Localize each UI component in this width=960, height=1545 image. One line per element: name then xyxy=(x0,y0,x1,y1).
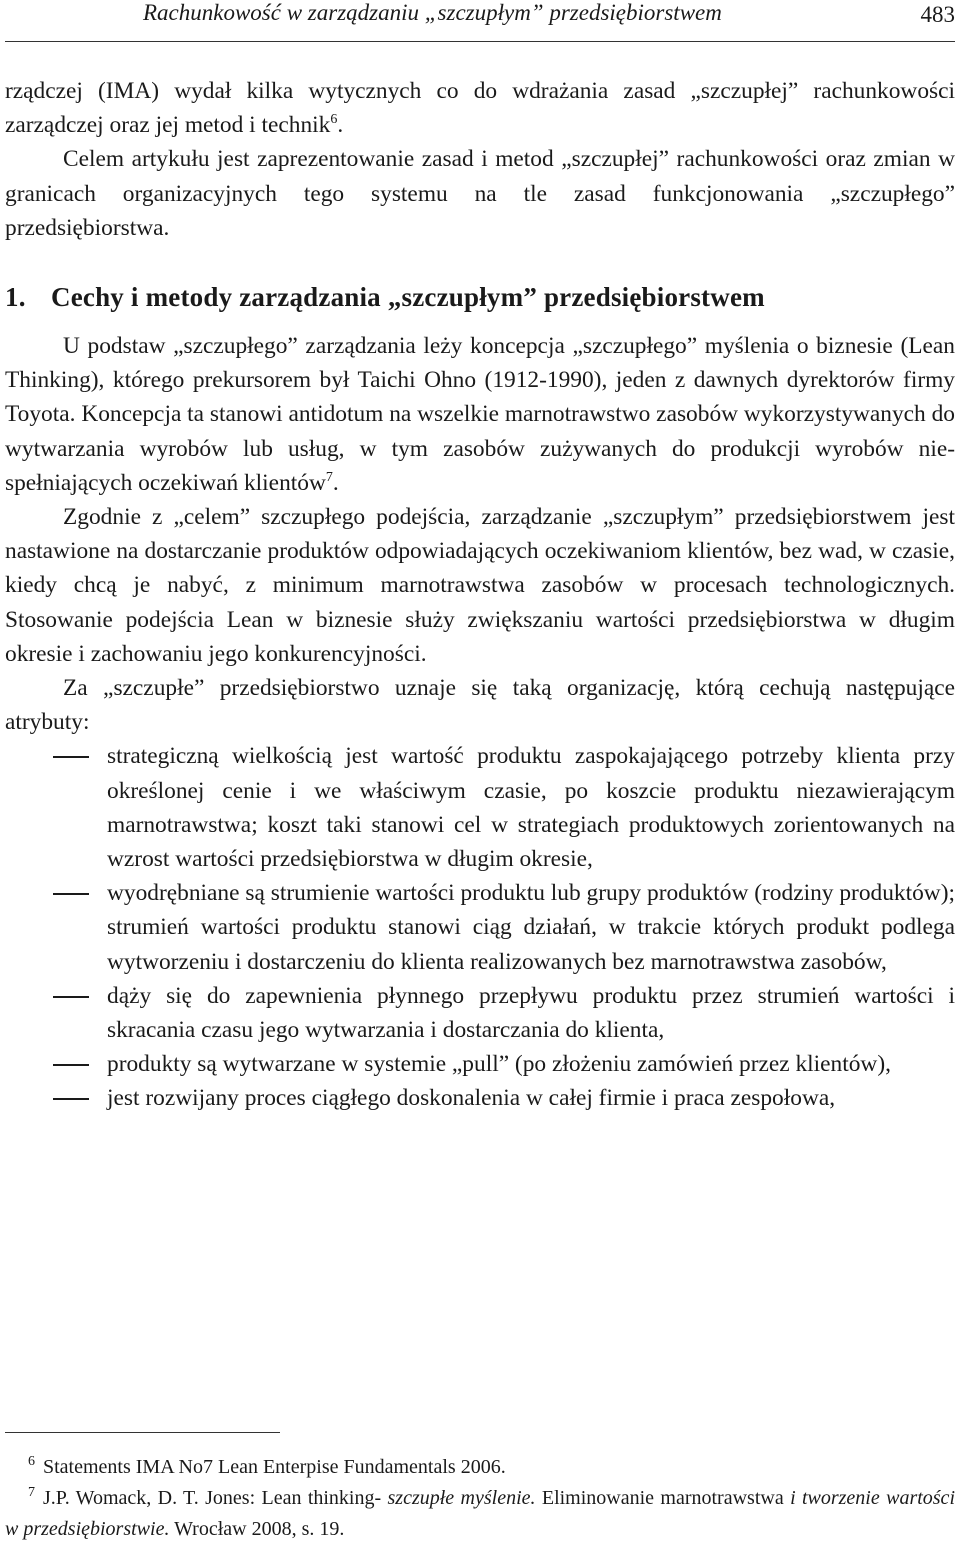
dash-bullet xyxy=(53,756,89,758)
dash-bullet xyxy=(53,893,89,895)
footnote-ref-7[interactable]: 7 xyxy=(325,470,333,486)
paragraph-intro-2: Celem artykułu jest zaprezentowanie zasad i metod „szczupłej” rachunkowości oraz zmian w granicach organizacyjnych tego systemu na tle zasad funkcjonowania „szczupłego” przedsiębiorstwa. xyxy=(5,146,955,241)
footnote-6: $^6$ Statements IMA No7 Lean Enterpise Fundamentals 2006. xyxy=(28,1454,506,1478)
paragraph-tail: . xyxy=(337,112,344,139)
footnote-tail: Wrocław 2008, s. 19. xyxy=(169,1518,345,1540)
section-title: Cechy i metody zarządzania „szczupłym” przedsiębiorstwem xyxy=(51,282,765,313)
dash-bullet xyxy=(53,996,89,998)
footnote-subtitle-italic: i tworzenie wartości w przedsiębiorstwie. xyxy=(5,1487,955,1540)
list-item-text: wyodrębniane są strumienie wartości produktu lub grupy produktów (rodziny produktów); strumień wartości produktu stanowi ciąg działań, w trakcie których produkt podlega wytworzeniu i dostarczeniu do klienta realizowanych bez marnotrawstwa zasobów, xyxy=(107,880,955,975)
list-item-text: dąży się do zapewnienia płynnego przepływu produktu przez strumień wartości i skracania czasu jego wytwarzania i dostarczania do klienta, xyxy=(107,982,955,1044)
dash-bullet xyxy=(53,1064,89,1066)
list-item xyxy=(5,979,955,1047)
section-number: 1. xyxy=(5,282,26,313)
footnote-authors: J.P. Womack, D. T. Jones: Lean thinking- xyxy=(43,1487,388,1509)
footnote-rule xyxy=(5,1432,280,1433)
paragraph-text: U podstaw „szczupłego” zarządzania leży koncepcja „szczupłego” myślenia o biznesie (Lean Thinking), którego prekursorem był Taichi Ohno (1912-1990), jeden z dawnych dyrektorów firmy Toyota. Koncepcja ta stanowi antidotum na wszelkie marnotrawstwo zasobów wykorzystywanych do wytwarzania wyrobów lub usług, w tym zasobów zużywanych do produkcji wyrobów niespełniających oczekiwań klientów xyxy=(5,333,955,496)
list-item xyxy=(5,876,955,979)
list-item xyxy=(5,1081,955,1115)
list-item-text: strategiczną wielkością jest wartość produktu zaspokajającego potrzeby klienta przy określonej cenie i we właściwym czasie, po koszcie produktu niezawierającym marnotrawstwa; koszt taki stanowi cel w strategiach produktowych zorientowanych na wzrost wartości przedsiębiorstwa w długim okresie, xyxy=(107,743,955,873)
list-item xyxy=(5,1047,955,1081)
paragraph-text: rządczej (IMA) wydał kilka wytycznych co do wdrażania zasad „szczupłej” rachunkowości zarządczej oraz jej metod i technik xyxy=(5,78,955,139)
section-heading xyxy=(5,279,955,315)
footnote-7: $^7$ J.P. Womack, D. T. Jones: Lean thinking- szczupłe myślenie. Eliminowanie marnotrawstwa i tworzenie wartości w przedsiębiorstwie. Wrocław 2008, s. 19. xyxy=(5,1485,955,1540)
paragraph-goal: Zgodnie z „celem” szczupłego podejścia, zarządzanie „szczupłym” przedsiębiorstwem jest nastawione na dostarczanie produktów odpowiadających oczekiwaniom klientów, bez wad, w czasie, kiedy chcą je nabyć, z minimum marnotrawstwa zasobów w procesach technologicznych. Stosowanie podejścia Lean w biznesie służy zwiększaniu wartości przedsiębiorstwa w długim okresie i zachowaniu jego konkurencyjności. xyxy=(5,504,955,667)
header-rule xyxy=(5,41,955,42)
paragraph-intro-1 xyxy=(5,74,955,142)
paragraph-attributes-intro: Za „szczupłe” przedsiębiorstwo uznaje się taką organizację, którą cechują następujące atrybuty: xyxy=(5,675,955,736)
attribute-list xyxy=(5,739,955,1115)
running-title: Rachunkowość w zarządzaniu „szczupłym” przedsiębiorstwem xyxy=(143,0,722,25)
footnotes xyxy=(5,1452,955,1545)
footnote-subtitle: Eliminowanie marnotrawstwa xyxy=(535,1487,791,1509)
paragraph-tail: . xyxy=(332,469,339,496)
list-item-text: jest rozwijany proces ciągłego doskonalenia w całej firmie i praca zespołowa, xyxy=(107,1085,836,1112)
footnote-text: Statements IMA No7 Lean Enterpise Fundamentals 2006. xyxy=(43,1456,506,1478)
page-number: 483 xyxy=(920,2,955,27)
dash-bullet xyxy=(53,1098,89,1100)
list-item xyxy=(5,739,955,876)
list-item-text: produkty są wytwarzane w systemie „pull” (po złożeniu zamówień przez klientów), xyxy=(107,1051,891,1078)
paragraph-lean-thinking xyxy=(5,329,955,500)
footnote-title: szczupłe myślenie. xyxy=(387,1487,536,1509)
page-body xyxy=(5,74,955,1116)
running-header xyxy=(0,0,960,40)
footnote-ref-6[interactable]: 6 xyxy=(330,112,338,128)
